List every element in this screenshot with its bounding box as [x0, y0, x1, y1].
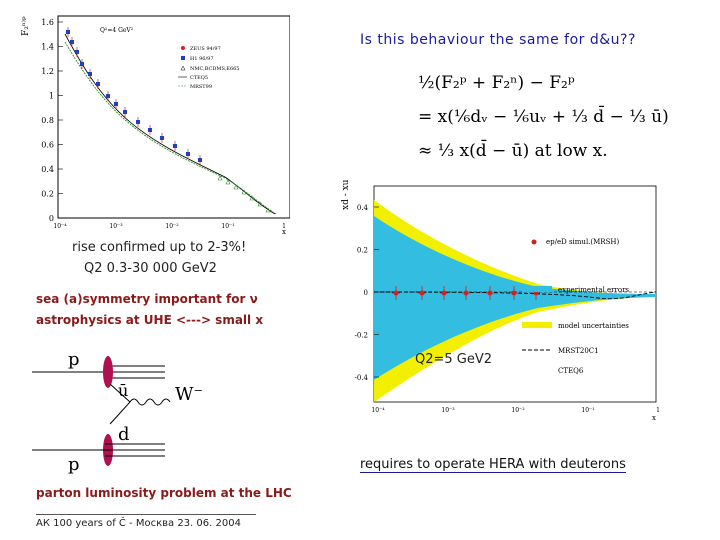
asym-ytick-label: -0.2: [354, 331, 368, 340]
f2-data-point: [96, 82, 100, 86]
f2-xtick-label: 10⁻³: [109, 223, 123, 230]
svg-text:ep/eD simul.(MRSH): ep/eD simul.(MRSH): [546, 238, 620, 246]
f2-ytick-label: 1.4: [41, 42, 54, 52]
f2-plot: [20, 12, 290, 237]
asym-data-point: [394, 291, 399, 296]
formula-line-3: ≈ ⅓ x(d̄ − ū) at low x.: [418, 141, 608, 161]
asym-ytick-label: -0.4: [354, 374, 368, 382]
asym-ytick-label: 0.2: [356, 246, 368, 255]
svg-text:MRST99: MRST99: [190, 84, 213, 90]
rise-confirmed-text: rise confirmed up to 2-3%!: [72, 240, 247, 255]
structure-function-formula: [418, 66, 669, 168]
f2-ytick-label: 1.6: [41, 18, 54, 27]
w-minus-label: W⁻: [175, 384, 204, 405]
footer-text: АК 100 years of Č - Москва 23. 06. 2004: [36, 518, 241, 529]
parton-luminosity-text: parton luminosity problem at the LHC: [36, 486, 292, 500]
asym-data-point: [512, 291, 517, 296]
f2-xtick-label: 10⁻²: [165, 223, 179, 230]
f2-xtick-label: 1: [282, 223, 286, 230]
asym-xtick-label: 10⁻¹: [581, 407, 595, 414]
proton-top-blob: [103, 356, 113, 388]
svg-text:ZEUS 94/97: ZEUS 94/97: [190, 46, 221, 52]
svg-text:H1 96/97: H1 96/97: [190, 56, 214, 62]
slide-title: Is this behaviour the same for d&u??: [360, 32, 636, 48]
astrophysics-text: astrophysics at UHE <---> small x: [36, 313, 264, 327]
f2-ytick-label: 1: [48, 91, 54, 101]
f2-data-point: [123, 110, 127, 114]
f2-xlabel: x: [282, 228, 286, 236]
asym-xtick-label: 10⁻³: [441, 407, 455, 414]
q2-range-text: Q2 0.3-30 000 GeV2: [84, 261, 217, 276]
f2-data-point: [173, 144, 177, 148]
hera-deuterons-text: requires to operate HERA with deuterons: [360, 457, 626, 472]
f2-q2-label: Q²=4 GeV²: [100, 27, 134, 34]
asym-ytick-label: 0: [363, 289, 368, 297]
f2-data-point: [80, 62, 84, 66]
formula-line-2: = x(⅙dᵥ − ⅙uᵥ + ⅓ d̄ − ⅓ ū): [418, 107, 669, 127]
f2-data-point: [70, 40, 74, 44]
asym-xtick-label: 1: [656, 407, 660, 414]
f2-data-point: [66, 30, 70, 34]
sea-asymmetry-text: sea (a)symmetry important for ν: [36, 292, 258, 306]
f2-ytick-label: 1.2: [41, 67, 54, 76]
svg-text:model uncertainties: model uncertainties: [558, 322, 629, 330]
f2-data-point: [198, 158, 202, 162]
f2-ytick-label: 0.4: [41, 165, 54, 174]
svg-text:CTEQ5: CTEQ5: [190, 75, 209, 81]
svg-text:NMC,BCDMS,E665: NMC,BCDMS,E665: [190, 66, 240, 72]
footer-divider: [36, 514, 256, 515]
asym-xtick-label: 10⁻⁴: [371, 407, 385, 414]
svg-text:MRST20C1: MRST20C1: [558, 347, 599, 355]
asym-data-point: [488, 291, 493, 296]
f2-data-point: [186, 152, 190, 156]
w-boson-line: [130, 399, 170, 405]
asym-xtick-label: 10⁻²: [511, 407, 525, 414]
f2-ylabel: F₂ⁿ⁾ᵖ: [21, 16, 31, 36]
f2-xtick-label: 10⁻¹: [221, 223, 235, 230]
q2-value-text: Q2=5 GeV2: [415, 352, 493, 367]
down-quark-label: d: [118, 424, 130, 445]
f2-ytick-label: 0.8: [41, 116, 54, 125]
asym-data-point: [442, 291, 447, 296]
svg-text:experimental errors: experimental errors: [558, 286, 630, 294]
asym-ylabel: xd - xu: [341, 180, 351, 210]
f2-data-point: [160, 136, 164, 140]
f2-data-point: [114, 102, 118, 106]
asymmetry-plot: [338, 180, 668, 425]
drell-yan-diagram: [30, 340, 230, 480]
f2-data-point: [148, 128, 152, 132]
asym-data-point: [420, 291, 425, 296]
asym-ytick-label: 0.4: [356, 204, 368, 212]
proton-top-label: p: [68, 349, 80, 370]
f2-ytick-label: 0.2: [41, 189, 54, 199]
f2-ytick-label: 0.6: [41, 140, 54, 150]
f2-data-point: [106, 94, 110, 98]
proton-bottom-label: p: [68, 454, 80, 475]
asym-data-point: [464, 291, 469, 296]
formula-line-1: ½(F₂ᵖ + F₂ⁿ) − F₂ᵖ: [418, 73, 575, 93]
f2-data-point: [75, 50, 79, 54]
antiquark-u-label: ū: [118, 381, 129, 400]
f2-ytick-label: 0: [48, 214, 54, 223]
svg-text:CTEQ6: CTEQ6: [558, 367, 584, 375]
f2-xtick-label: 10⁻⁴: [53, 223, 67, 230]
asym-xlabel: x: [652, 414, 656, 422]
f2-data-point: [136, 120, 140, 124]
f2-data-point: [88, 72, 92, 76]
